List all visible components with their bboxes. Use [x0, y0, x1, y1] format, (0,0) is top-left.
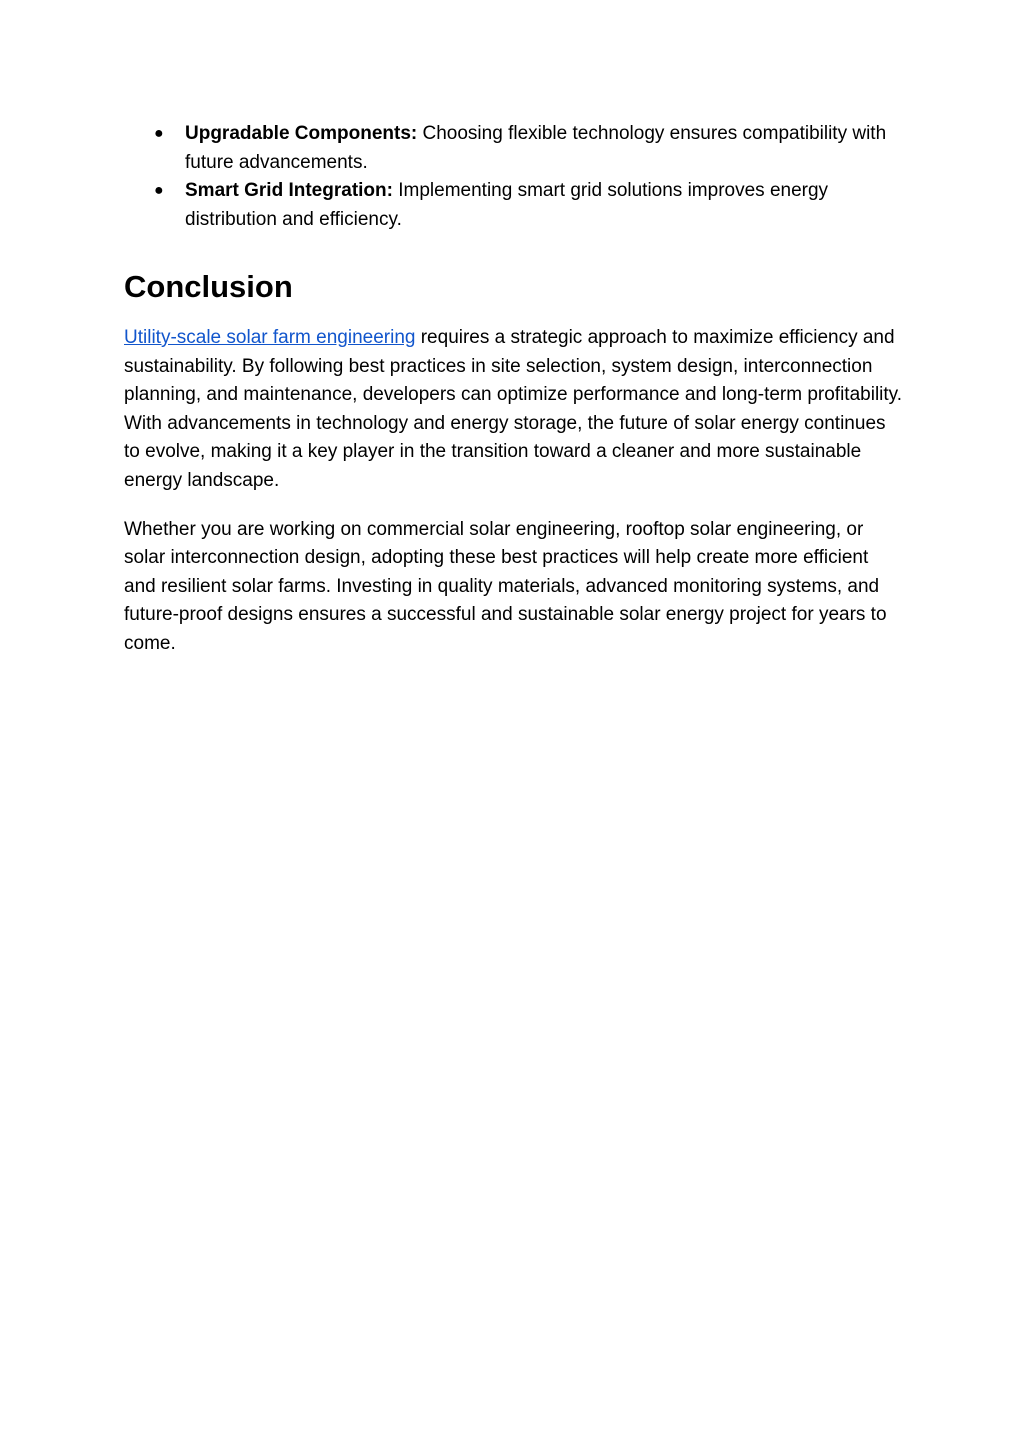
paragraph-text: requires a strategic approach to maximize efficiency and sustainability. By following best practices in site selection, system design, interconnection planning, and maintenance, developers can optimize performance and long-term profitability. With advancements in technology and energy storage, the future of solar energy continues to evolve, making it a key player in the transition toward a cleaner and more sustainable energy landscape.	[124, 327, 903, 491]
conclusion-heading: Conclusion	[124, 269, 293, 304]
bullet-dot-icon: ●	[154, 125, 164, 142]
bullet-term: Upgradable Components:	[185, 123, 418, 144]
bullet-term: Smart Grid Integration:	[185, 180, 393, 201]
bullet-dot-icon: ●	[154, 182, 164, 199]
bullet-list	[124, 120, 904, 234]
conclusion-paragraph-1	[124, 324, 904, 496]
list-item	[124, 177, 904, 234]
utility-scale-solar-link[interactable]: Utility-scale solar farm engineering	[124, 327, 416, 348]
document-page	[124, 120, 904, 659]
bullet-text: Choosing flexible technology ensures compatibility with future advancements.	[185, 123, 887, 173]
bullet-text: Implementing smart grid solutions improves energy distribution and efficiency.	[185, 180, 829, 230]
conclusion-paragraph-2: Whether you are working on commercial solar engineering, rooftop solar engineering, or solar interconnection design, adopting these best practices will help create more efficient and resilient solar farms. Investing in quality materials, advanced monitoring systems, and future-proof designs ensures a successful and sustainable solar energy project for years to come.	[124, 518, 887, 654]
list-item	[124, 120, 904, 177]
